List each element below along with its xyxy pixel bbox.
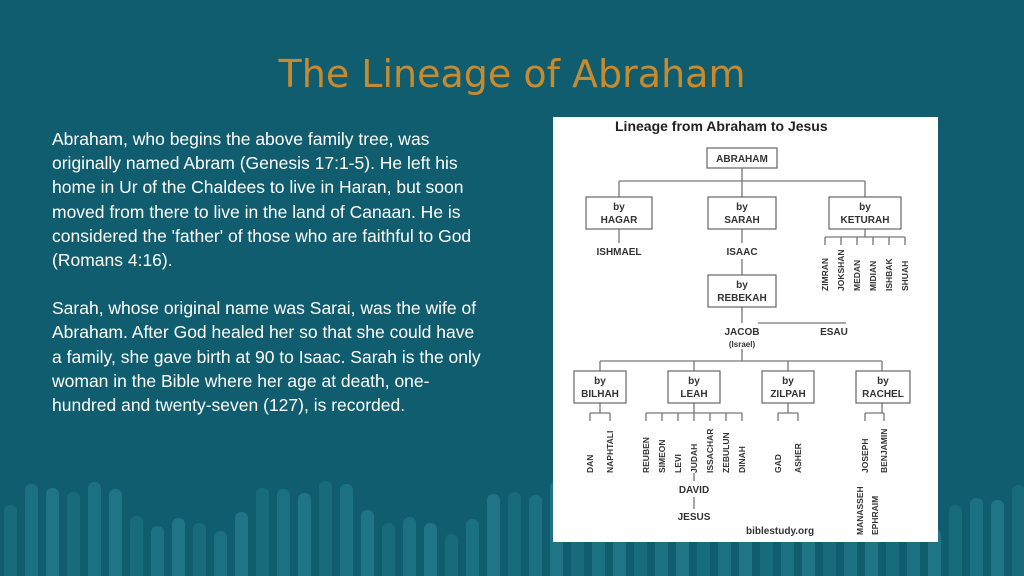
paragraph-sarah: Sarah, whose original name was Sarai, was the wife of Abraham. After God healed her so that she could have a family, she gave birth at 90 to Isaac. Sarah is the only woman in the Bible where her age at death, one-hundred and twenty-seven (127), is recorded.: [52, 298, 481, 416]
label-isaac: ISAAC: [726, 247, 758, 258]
label-dinah: DINAH: [737, 446, 747, 473]
label-abraham: ABRAHAM: [716, 154, 768, 165]
family-tree-diagram: [553, 117, 938, 542]
label-joseph: JOSEPH: [860, 438, 870, 473]
label-naphtali: NAPHTALI: [605, 430, 615, 473]
label-keturah: KETURAH: [840, 215, 890, 226]
label-zimran: ZIMRAN: [820, 257, 830, 291]
label-medan: MEDAN: [852, 259, 862, 291]
label-by: by: [859, 202, 871, 213]
slide-title: The Lineage of Abraham: [278, 52, 746, 96]
body-text: [52, 127, 482, 441]
label-simeon: SIMEON: [657, 439, 667, 473]
paragraph-abraham: Abraham, who begins the above family tree, was originally named Abram (Genesis 17:1-5). He left his home in Ur of the Chaldees to live in Haran, but soon moved from there to live in the land of Canaan. He is considered the 'father' of those who are faithful to God (Romans 4:16).: [52, 129, 472, 271]
label-jacob: JACOB: [724, 327, 760, 338]
label-by: by: [613, 202, 625, 213]
label-by: by: [877, 376, 889, 387]
label-ephraim: EPHRAIM: [870, 495, 880, 535]
label-rachel: RACHEL: [862, 389, 904, 400]
label-by: by: [782, 376, 794, 387]
label-zilpah: ZILPAH: [770, 389, 806, 400]
label-by: by: [594, 376, 606, 387]
label-asher: ASHER: [793, 443, 803, 473]
label-shuah: SHUAH: [900, 260, 910, 291]
label-bilhah: BILHAH: [581, 389, 619, 400]
label-ishbak: ISHBAK: [884, 258, 894, 291]
label-manasseh: MANASSEH: [855, 486, 865, 535]
credit-biblestudy: biblestudy.org: [746, 526, 815, 537]
label-by: by: [688, 376, 700, 387]
label-dan: DAN: [585, 454, 595, 473]
label-leah: LEAH: [680, 389, 708, 400]
label-jesus: JESUS: [677, 512, 711, 523]
label-levi: LEVI: [673, 454, 683, 473]
label-benjamin: BENJAMIN: [879, 428, 889, 473]
label-zebulun: ZEBULUN: [721, 432, 731, 473]
label-esau: ESAU: [820, 327, 848, 338]
label-sarah: SARAH: [724, 215, 760, 226]
label-by: by: [736, 202, 748, 213]
label-reuben: REUBEN: [641, 437, 651, 473]
label-rebekah: REBEKAH: [717, 293, 767, 304]
label-midian: MIDIAN: [868, 260, 878, 291]
label-gad: GAD: [773, 454, 783, 473]
label-ishmael: ISHMAEL: [596, 247, 642, 258]
label-hagar: HAGAR: [600, 215, 638, 226]
label-by: by: [736, 280, 748, 291]
label-david: DAVID: [678, 485, 710, 496]
label-issachar: ISSACHAR: [705, 428, 715, 473]
tree-title: Lineage from Abraham to Jesus: [615, 118, 828, 134]
family-tree-image: [553, 117, 938, 542]
label-jokshan: JOKSHAN: [836, 249, 846, 291]
label-judah: JUDAH: [689, 443, 699, 473]
label-israel: (Israel): [728, 340, 756, 349]
